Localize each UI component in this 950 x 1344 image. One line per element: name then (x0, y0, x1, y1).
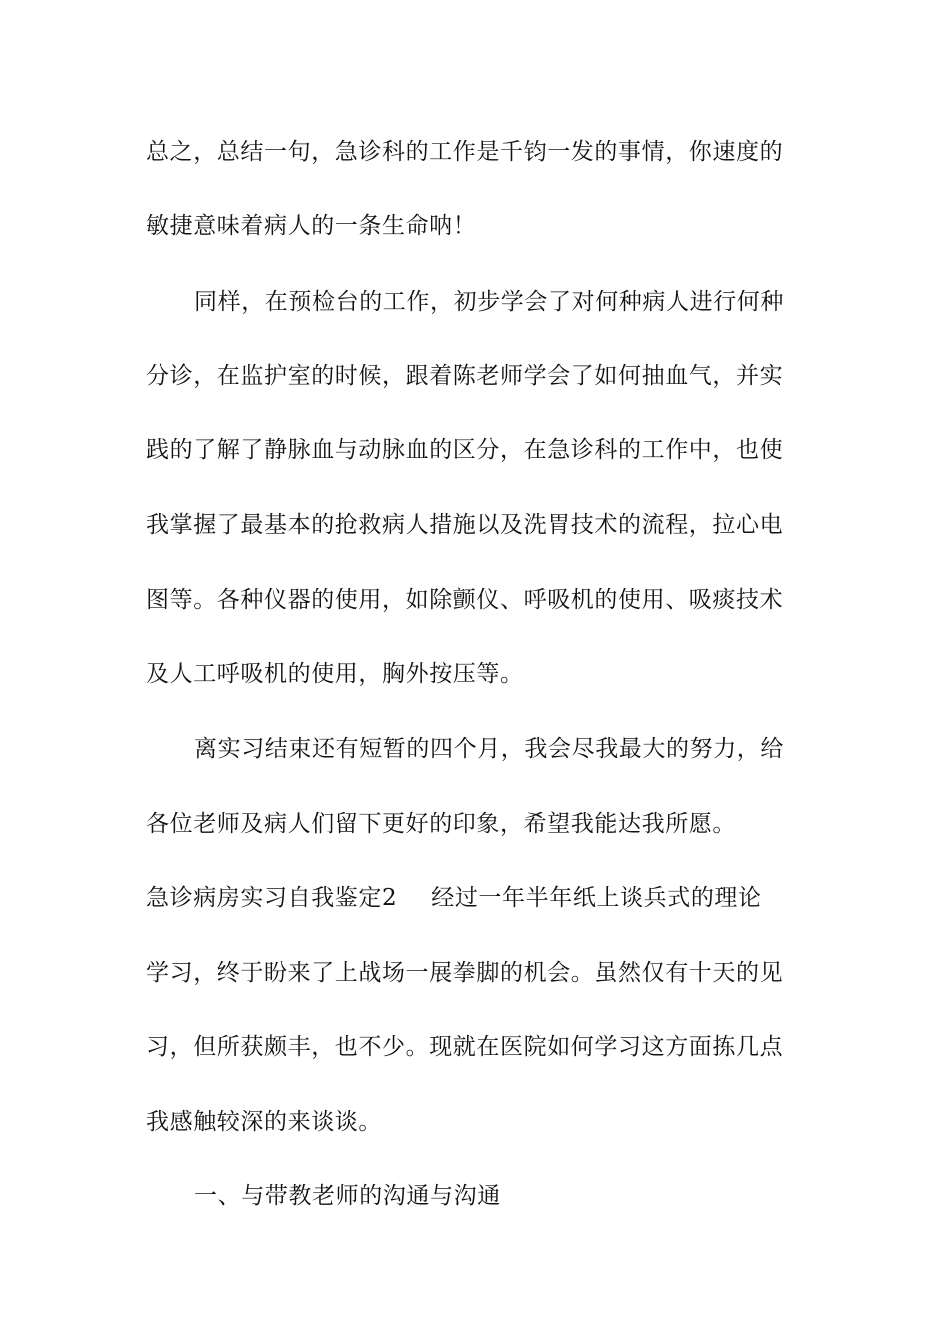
section-first-line: 经过一年半年纸上谈兵式的理论 (431, 885, 762, 911)
paragraph-line: 离实习结束还有短暂的四个月，我会尽我最大的努力，给 (194, 736, 784, 762)
paragraph-line: 图等。各种仪器的使用，如除颤仪、呼吸机的使用、吸痰技术 (146, 587, 784, 613)
subheading-line: 一、与带教老师的沟通与沟通 (194, 1183, 501, 1209)
paragraph-line: 各位老师及病人们留下更好的印象，希望我能达我所愿。 (146, 811, 736, 837)
paragraph-line: 及人工呼吸机的使用，胸外按压等。 (146, 661, 524, 687)
paragraph-line: 敏捷意味着病人的一条生命呐！ (146, 213, 477, 239)
section-title: 急诊病房实习自我鉴定2 (146, 885, 398, 911)
paragraph-line: 总之，总结一句，急诊科的工作是千钧一发的事情，你速度的 (146, 139, 784, 165)
paragraph-line: 同样，在预检台的工作，初步学会了对何种病人进行何种 (194, 289, 784, 315)
paragraph-line: 我感触较深的来谈谈。 (146, 1109, 382, 1135)
section-heading-line (146, 878, 826, 918)
paragraph-line: 学习，终于盼来了上战场一展拳脚的机会。虽然仅有十天的见 (146, 960, 784, 986)
paragraph-line: 践的了解了静脉血与动脉血的区分，在急诊科的工作中，也使 (146, 437, 784, 463)
paragraph-line: 习，但所获颇丰，也不少。现就在医院如何学习这方面拣几点 (146, 1034, 784, 1060)
paragraph-line: 我掌握了最基本的抢救病人措施以及洗胃技术的流程，拉心电 (146, 512, 784, 538)
paragraph-line: 分诊，在监护室的时候，跟着陈老师学会了如何抽血气，并实 (146, 363, 784, 389)
